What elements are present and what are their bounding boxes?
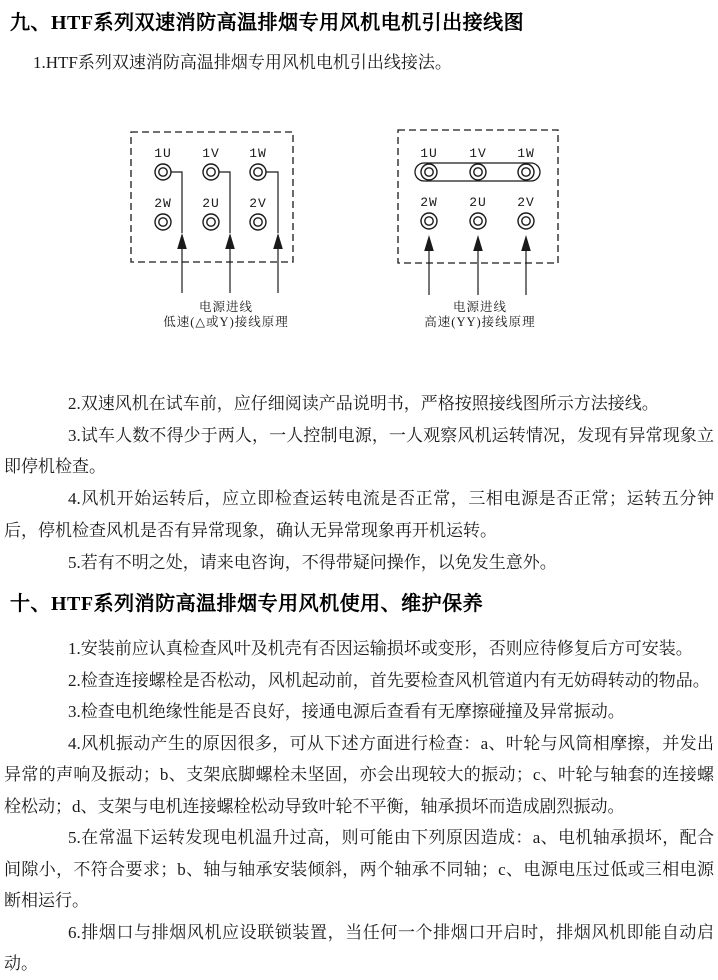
terminal-circle-inner: [522, 168, 530, 176]
terminal-circle-inner: [474, 168, 482, 176]
connection-wire: [171, 172, 182, 233]
power-input-arrow: [177, 233, 187, 293]
paragraph: 5.在常温下运转发现电机温升过高，则可能由下列原因造成：a、电机轴承损坏，配合间隙小，不符合要求；b、轴与轴承安装倾斜，两个轴承不同轴；c、电源电压过低或三相电源断相运行。: [4, 828, 714, 910]
terminal-circle-inner: [254, 168, 262, 176]
terminal-circle-inner: [159, 168, 167, 176]
terminal-circle-inner: [522, 217, 530, 225]
diagram-caption: 高速(YY)接线原理: [424, 315, 536, 329]
terminal-label: 1U: [420, 146, 438, 161]
terminal-circle-inner: [425, 217, 433, 225]
paragraph: 4.风机开始运转后，应立即检查运转电流是否正常，三相电源是否正常；运转五分钟后，停机检查风机是否有异常现象，确认无异常现象再开机运转。: [4, 489, 714, 540]
terminal-label: 1V: [202, 146, 220, 161]
diagram-caption: 电源进线: [452, 300, 508, 314]
terminal-circle-inner: [207, 218, 215, 226]
terminal-label: 2W: [420, 195, 438, 210]
power-input-arrow: [273, 233, 283, 293]
connection-wire: [219, 172, 230, 233]
power-input-arrow: [521, 235, 531, 295]
terminal-circle-inner: [159, 218, 167, 226]
paragraph: 5.若有不明之处，请来电咨询，不得带疑问操作，以免发生意外。: [68, 552, 557, 572]
section10-paragraphs: [4, 633, 714, 980]
terminal-label: 1W: [517, 146, 535, 161]
power-input-arrow: [424, 235, 434, 295]
section9-heading: 九、HTF系列双速消防高温排烟专用风机电机引出接线图: [10, 12, 525, 34]
section9-paragraphs: [4, 388, 714, 578]
section10-heading: 十、HTF系列消防高温排烟专用风机使用、维护保养: [10, 593, 484, 615]
terminal-circle-inner: [425, 168, 433, 176]
paragraph: 2.双速风机在试车前，应仔细阅读产品说明书，严格按照接线图所示方法接线。: [68, 394, 659, 413]
paragraph: 2.检查连接螺栓是否松动，风机起动前，首先要检查风机管道内有无妨碍转动的物品。: [68, 670, 710, 690]
power-input-arrow: [225, 233, 235, 293]
paragraph: 3.检查电机绝缘性能是否良好，接通电源后查看有无摩擦碰撞及异常振动。: [68, 702, 625, 721]
paragraph: 1.安装前应认真检查风叶及机壳有否因运输损坏或变形，否则应待修复后方可安装。: [68, 639, 693, 658]
paragraph: 3.试车人数不得少于两人，一人控制电源，一人观察风机运转情况，发现有异常现象立即停机检查。: [4, 425, 714, 477]
diagram-caption: 电源进线: [198, 300, 254, 314]
terminal-circle-inner: [254, 218, 262, 226]
terminal-label: 2W: [154, 196, 172, 211]
terminal-circle-inner: [474, 217, 482, 225]
terminal-label: 2U: [202, 196, 220, 211]
terminal-label: 2V: [517, 195, 535, 210]
terminal-label: 1W: [249, 146, 267, 161]
low-speed-wiring-diagram: [120, 126, 350, 332]
high-speed-wiring-diagram: [392, 126, 622, 332]
power-input-arrow: [473, 235, 483, 295]
terminal-label: 2V: [249, 196, 267, 211]
terminal-circle-inner: [207, 168, 215, 176]
terminal-label: 1V: [469, 146, 487, 161]
terminal-label: 1U: [154, 146, 172, 161]
paragraph: 6.排烟口与排烟风机应设联锁装置，当任何一个排烟口开启时，排烟风机即能自动启动。: [4, 922, 714, 973]
diagram-caption: 低速(△或Y)接线原理: [163, 315, 289, 329]
section9-intro: 1.HTF系列双速消防高温排烟专用风机电机引出线接法。: [33, 53, 452, 72]
connection-wire: [266, 172, 278, 233]
terminal-label: 2U: [469, 195, 487, 210]
paragraph: 4.风机振动产生的原因很多，可从下述方面进行检查：a、叶轮与风筒相摩擦，并发出异常的声响及振动；b、支架底脚螺栓未坚固，亦会出现较大的振动；c、叶轮与轴套的连接螺栓松动；d、支架与电机连接螺栓松动导致叶轮不平衡，轴承损坏而造成剧烈振动。: [4, 733, 714, 816]
